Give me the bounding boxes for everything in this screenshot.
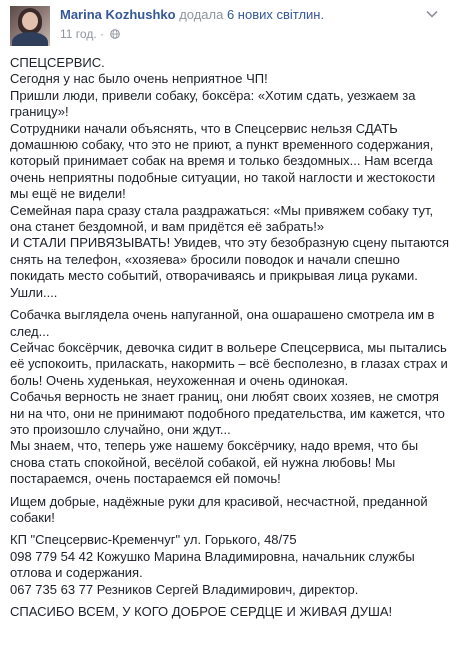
avatar-shoulders — [12, 32, 48, 46]
text-line: Сегодня у нас было очень неприятное ЧП! — [10, 71, 268, 87]
text-line: Семейная пара сразу стала раздражаться: «Мы привяжем собаку тут, — [10, 202, 434, 218]
text-line: очень неприятны подобные ситуации, но такой наглости и жестокости — [10, 169, 436, 185]
post-meta — [60, 27, 120, 41]
text-line: Пришли люди, привели собаку, боксёра: «Хотим сдать, уезжаем за — [10, 87, 416, 103]
post-paragraph — [10, 532, 440, 598]
post-header-line — [60, 7, 324, 22]
text-line: 098 779 54 42 Кожушко Марина Владимировна, начальник службы — [10, 548, 415, 564]
post-paragraph — [10, 604, 440, 620]
text-line: это произошло случайно, они ждут... — [10, 421, 231, 437]
text-line: она станет бездомной, и вам придётся её забрать!» — [10, 219, 325, 235]
text-line: снова стать спокойной, весёлой собакой, ей нужна любовь! Мы — [10, 454, 396, 470]
text-line: боль! Очень худенькая, неухоженная и очень одинокая. — [10, 372, 349, 388]
text-line: 067 735 63 77 Резников Сергей Владимирович, директор. — [10, 581, 359, 597]
post-body — [10, 55, 450, 626]
text-line: СПЕЦСЕРВИС. — [10, 55, 105, 70]
action-text: додала — [175, 7, 227, 22]
photos-link[interactable]: 6 нових світлин. — [226, 7, 325, 22]
text-line: её успокоить, приласкать, накормить – всё бесполезно, в глазах страх и — [10, 356, 448, 372]
text-line: Сейчас боксёрчик, девочка сидит в вольере Спецсервиса, мы пытались — [10, 339, 447, 355]
post-paragraph — [10, 307, 448, 487]
avatar[interactable] — [10, 6, 50, 46]
text-line: Мы знаем, что, теперь уже нашему боксёрчику, надо время, что бы — [10, 438, 419, 454]
text-line: Собачья верность не знает границ, они любят своих хозяев, не смотря — [10, 389, 439, 405]
text-line: который принимает собак на время и только бездомных... Нам всегда — [10, 153, 433, 169]
text-line: И СТАЛИ ПРИВЯЗЫВАТЬ! Увидев, что эту безобразную сцену пытаются — [10, 235, 450, 251]
post-timestamp[interactable]: 11 год. · — [60, 27, 104, 41]
text-line: Сотрудники начали объяснять, что в Спецсервис нельзя СДАТЬ — [10, 120, 398, 136]
text-line: мы ещё не видели! — [10, 186, 126, 202]
text-line: собаки! — [10, 509, 55, 525]
avatar-face — [22, 12, 38, 30]
text-line: отлова и содержания. — [10, 565, 143, 581]
text-line: СПАСИБО ВСЕМ, У КОГО ДОБРОЕ СЕРДЦЕ И ЖИВАЯ ДУША! — [10, 604, 393, 619]
globe-icon[interactable] — [110, 29, 120, 39]
post-paragraph — [10, 494, 440, 527]
text-line: границу»! — [10, 104, 69, 120]
text-line: снять на телефон, «хозяева» бросили поводок и начали спешно — [10, 251, 400, 267]
chevron-down-icon[interactable] — [426, 10, 438, 18]
text-line: след... — [10, 323, 50, 339]
text-line: ни на что, они не принимают подобного предательства, им кажется, что — [10, 405, 445, 421]
text-line: постараемся, очень постараемся ей помочь! — [10, 471, 281, 487]
text-line: КП "Спецсервис-Кременчуг" ул. Горького, 48/75 — [10, 532, 297, 548]
text-line: домашнюю собаку, что это не приют, а пункт временного содержания, — [10, 137, 434, 153]
post-paragraph — [10, 55, 450, 301]
text-line: покидать место событий, отворачиваясь и прикрывая лица руками. — [10, 268, 418, 284]
author-name[interactable]: Marina Kozhushko — [60, 7, 176, 22]
text-line: Ушли.... — [10, 284, 58, 300]
text-line: Ищем добрые, надёжные руки для красивой, несчастной, преданной — [10, 493, 428, 509]
post-header — [0, 0, 450, 50]
text-line: Собачка выглядела очень напуганной, она ошарашено смотрела им в — [10, 307, 435, 323]
